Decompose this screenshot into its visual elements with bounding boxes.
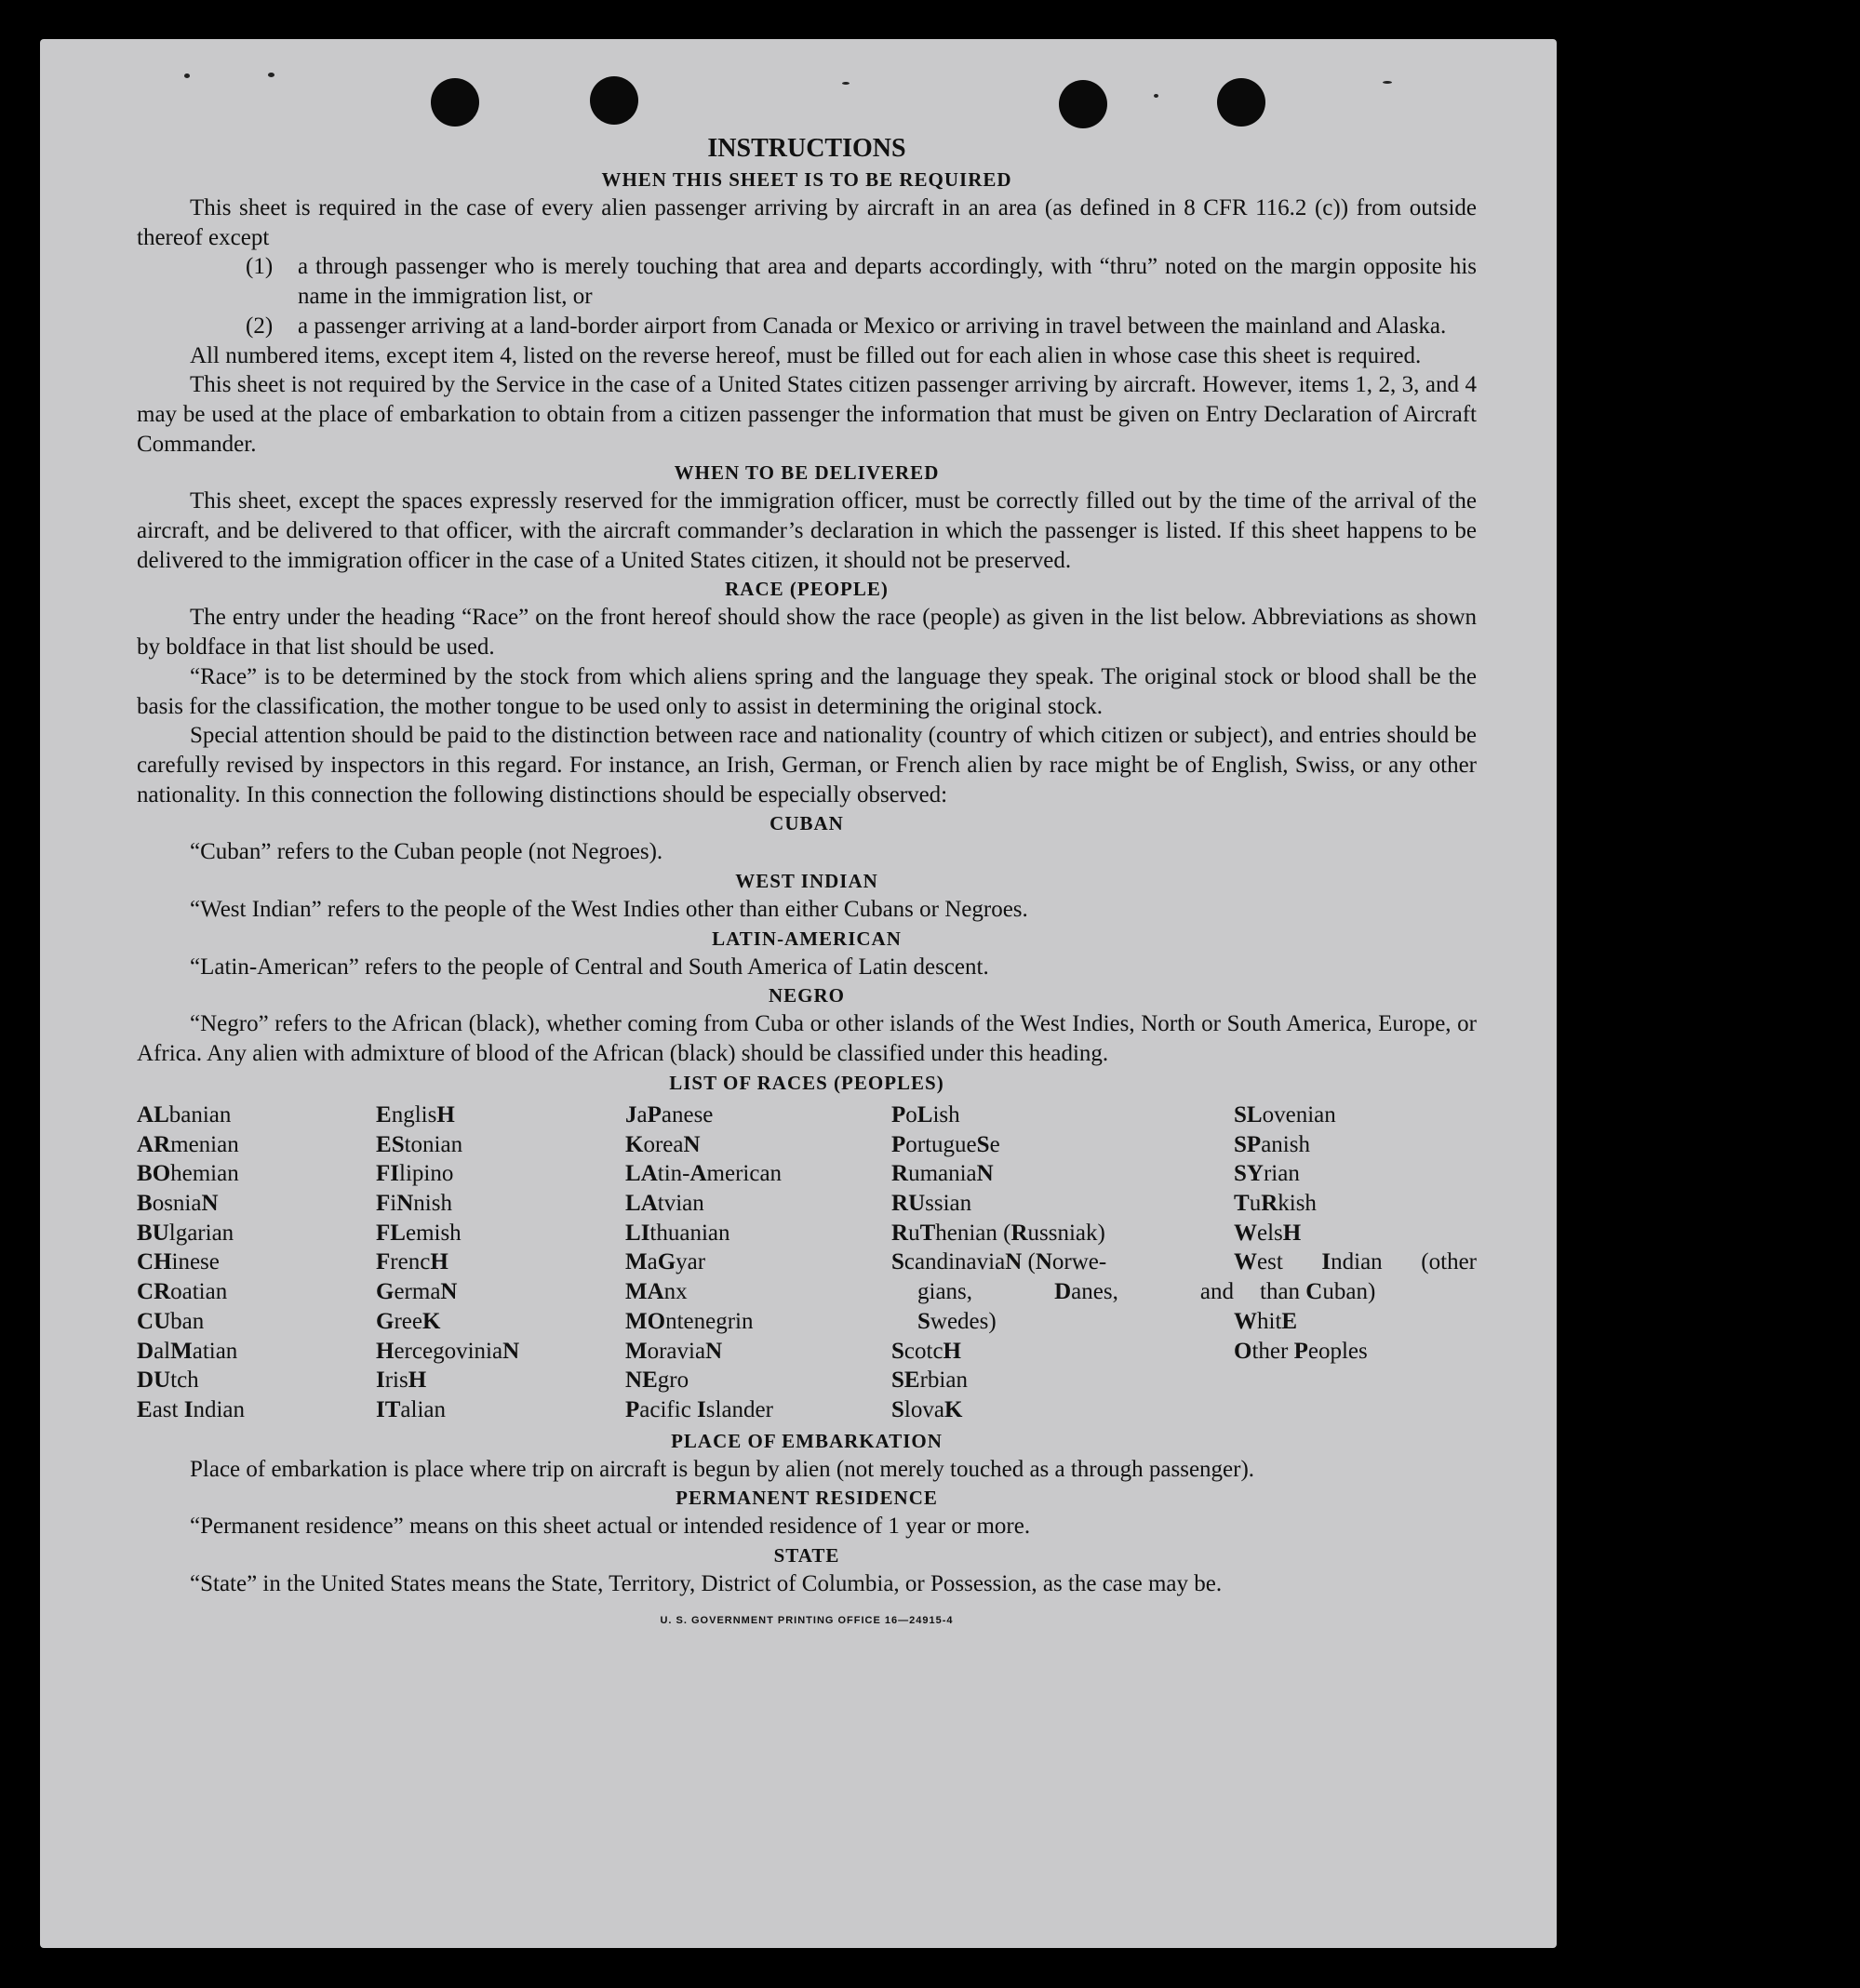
race-entry: WelsH	[1234, 1220, 1302, 1246]
race-entry: BOhemian	[137, 1161, 239, 1187]
race-entry: ARmenian	[137, 1131, 239, 1157]
paragraph: Place of embarkation is place where trip on aircraft is begun by alien (not merely touched as a through passenger).	[190, 1456, 1255, 1482]
race-entry: PoLish	[891, 1101, 960, 1127]
section-heading: WEST INDIAN	[735, 870, 878, 893]
race-entry: JaPanese	[625, 1101, 714, 1127]
race-entry: WhitE	[1234, 1308, 1298, 1334]
dust-speck	[1383, 81, 1392, 84]
race-entry: FIlipino	[376, 1161, 454, 1187]
paragraph: Special attention should be paid to the distinction between race and nationality (country of which citizen or subject), and entries should be carefully revised by inspectors in this regard. For instance, an Irish, German, or French alien by race might be of English, Swiss, or any other nationality. In this connection the following distinctions should be especially observed:	[137, 723, 1477, 807]
race-entry: SlovaK	[891, 1396, 963, 1422]
paragraph: This sheet is not required by the Service in the case of a United States citizen passenger arriving by aircraft. However, items 1, 2, 3, and 4 may be used at the place of embarkation to obtain from a citizen passenger the information that must be given on Entry Declaration of Aircraft Commander.	[137, 372, 1477, 457]
paragraph: All numbered items, except item 4, listed on the reverse hereof, must be filled out for each alien in whose case this sheet is required.	[190, 342, 1422, 368]
race-entry: SPanish	[1234, 1131, 1310, 1157]
race-entry: GermaN	[376, 1279, 458, 1305]
race-entry: MAnx	[625, 1279, 688, 1305]
dust-speck	[842, 82, 850, 85]
race-entry: GreeK	[376, 1308, 441, 1334]
race-entry: CHinese	[137, 1249, 220, 1275]
race-column	[1234, 1101, 1477, 1425]
punch-hole	[1217, 78, 1265, 127]
section-heading: LATIN-AMERICAN	[712, 927, 902, 950]
race-entry: CRoatian	[137, 1279, 228, 1305]
race-entry: SLovenian	[1234, 1101, 1336, 1127]
race-entry: ScandinaviaN (Norwe-	[891, 1249, 1107, 1275]
race-column	[137, 1101, 376, 1425]
section-heading: LIST OF RACES (PEOPLES)	[669, 1071, 944, 1094]
dust-speck	[268, 73, 274, 77]
race-entry: LIthuanian	[625, 1220, 730, 1246]
race-entry: FrencH	[376, 1249, 448, 1275]
race-entry: EnglisH	[376, 1101, 455, 1127]
paragraph: “West Indian” refers to the people of the West Indies other than either Cubans or Negroes.	[190, 897, 1028, 923]
race-entry: BosniaN	[137, 1190, 219, 1216]
exception-item	[246, 312, 1477, 341]
race-entry: ITalian	[376, 1396, 447, 1422]
race-entry: East Indian	[137, 1396, 245, 1422]
race-entry: SYrian	[1234, 1161, 1300, 1187]
section-heading: RACE (PEOPLE)	[725, 578, 889, 601]
race-list	[137, 1101, 1477, 1425]
item-text: a through passenger who is merely touching that area and departs accordingly, with “thru” noted on the margin opposite his name in the immigration list, or	[298, 254, 1477, 310]
race-entry: FiNnish	[376, 1190, 452, 1216]
race-entry: MoraviaN	[625, 1338, 723, 1364]
race-entry-continued: than Cuban)	[1260, 1279, 1376, 1305]
instructions-content	[137, 132, 1477, 1635]
race-column	[625, 1101, 891, 1425]
paragraph: “Race” is to be determined by the stock from which aliens spring and the language they speak. The original stock or blood shall be the basis for the classification, the mother tongue to be used only to assist in determining the original stock.	[137, 663, 1477, 719]
section-heading: PLACE OF EMBARKATION	[671, 1429, 943, 1452]
item-number: (2)	[246, 313, 274, 339]
race-entry: RUssian	[891, 1190, 972, 1216]
item-number: (1)	[246, 254, 274, 280]
race-entry: DUtch	[137, 1368, 199, 1394]
printer-imprint: U. S. GOVERNMENT PRINTING OFFICE 16—24915-4	[660, 1614, 954, 1626]
race-entry: LAtvian	[625, 1190, 704, 1216]
race-entry: ScotcH	[891, 1338, 961, 1364]
paragraph: “Negro” refers to the African (black), whether coming from Cuba or other islands of the West Indies, North or South America, Europe, or Africa. Any alien with admixture of blood of the African (black) should be classified under this heading.	[137, 1011, 1477, 1067]
race-entry: IrisH	[376, 1368, 427, 1394]
section-heading: STATE	[773, 1544, 840, 1568]
punch-hole	[590, 76, 638, 125]
race-entry: HercegoviniaN	[376, 1338, 520, 1364]
paragraph: This sheet is required in the case of every alien passenger arriving by aircraft in an area (as defined in 8 CFR 116.2 (c)) from outside thereof except	[137, 195, 1477, 250]
race-entry: Pacific Islander	[625, 1396, 773, 1422]
document-page	[40, 39, 1557, 1948]
item-text: a passenger arriving at a land-border airport from Canada or Mexico or arriving in travel between the mainland and Alaska.	[298, 313, 1447, 339]
race-entry: RuThenian (Russniak)	[891, 1220, 1105, 1246]
punch-hole	[431, 78, 479, 127]
race-entry: Other Peoples	[1234, 1338, 1368, 1364]
race-entry: MaGyar	[625, 1249, 706, 1275]
race-column	[891, 1101, 1234, 1425]
section-heading: WHEN THIS SHEET IS TO BE REQUIRED	[601, 168, 1012, 191]
race-entry: NEgro	[625, 1368, 689, 1394]
race-entry: TuRkish	[1234, 1190, 1317, 1216]
section-heading: WHEN TO BE DELIVERED	[674, 461, 940, 485]
dust-speck	[1154, 94, 1158, 98]
race-entry: CUban	[137, 1308, 205, 1334]
paragraph: “State” in the United States means the State, Territory, District of Columbia, or Possession, as the case may be.	[190, 1571, 1223, 1597]
paragraph: This sheet, except the spaces expressly reserved for the immigration officer, must be correctly filled out by the time of the arrival of the aircraft, and be delivered to that officer, with the aircraft commander’s declaration in which the passenger is listed. If this sheet happens to be delivered to the immigration officer in the case of a United States citizen, it should not be preserved.	[137, 488, 1477, 573]
section-heading: PERMANENT RESIDENCE	[676, 1487, 938, 1510]
race-entry: KoreaN	[625, 1131, 701, 1157]
paragraph: “Permanent residence” means on this sheet actual or intended residence of 1 year or more.	[190, 1514, 1031, 1540]
race-entry: FLemish	[376, 1220, 462, 1246]
section-heading: NEGRO	[768, 984, 845, 1007]
page-title: INSTRUCTIONS	[707, 134, 906, 163]
race-entry: SErbian	[891, 1368, 968, 1394]
paragraph: The entry under the heading “Race” on the front hereof should show the race (people) as given in the list below. Abbreviations as shown by boldface in that list should be used.	[137, 605, 1477, 660]
paragraph: “Latin-American” refers to the people of Central and South America of Latin descent.	[190, 954, 989, 980]
race-entry: BUlgarian	[137, 1220, 234, 1246]
race-column	[376, 1101, 625, 1425]
race-entry: RumaniaN	[891, 1161, 994, 1187]
exception-item	[246, 252, 1477, 311]
race-entry: LAtin-American	[625, 1161, 783, 1187]
section-heading: CUBAN	[769, 812, 844, 835]
race-entry: MOntenegrin	[625, 1308, 754, 1334]
race-entry: ALbanian	[137, 1101, 232, 1127]
punch-hole	[1059, 80, 1107, 128]
race-entry: EStonian	[376, 1131, 463, 1157]
race-entry-continued: gians, Danes, and	[917, 1279, 1234, 1305]
race-entry: DalMatian	[137, 1338, 238, 1364]
race-entry: West Indian (other	[1234, 1249, 1477, 1275]
paragraph: “Cuban” refers to the Cuban people (not Negroes).	[190, 839, 663, 865]
race-entry-continued: Swedes)	[917, 1308, 997, 1334]
race-entry: PortugueSe	[891, 1131, 1000, 1157]
dust-speck	[184, 73, 190, 78]
